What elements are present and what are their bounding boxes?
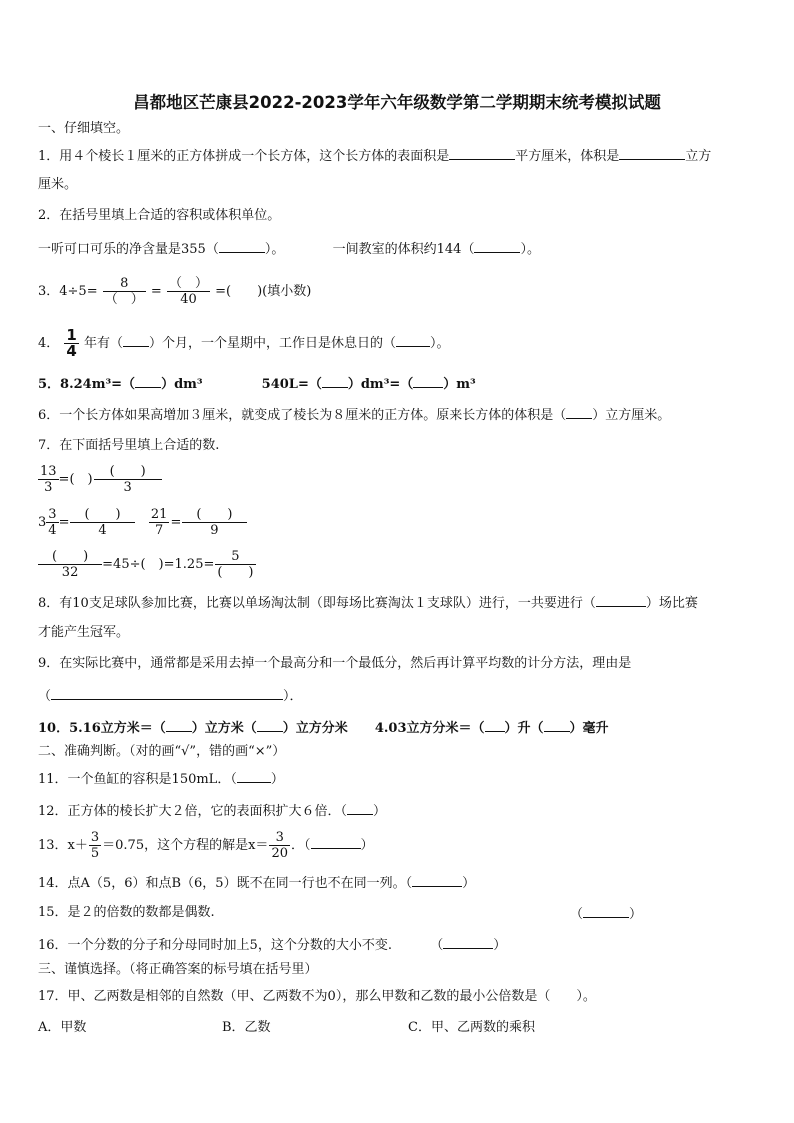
equals: =	[58, 515, 70, 530]
answer-blank[interactable]	[311, 836, 361, 849]
question-7: 7．在下面括号里填上合适的数.	[38, 438, 220, 453]
answer-blank[interactable]	[166, 719, 192, 732]
q11-close: ）	[270, 772, 284, 787]
section-1-heading: 一、仔细填空。	[38, 121, 130, 136]
q14-text: 14．点A（5，6）和点B（6，5）既不在同一行也不在同一列。（	[38, 876, 413, 891]
question-4	[38, 328, 450, 359]
question-6	[38, 406, 670, 424]
q13-close: ）	[360, 838, 374, 853]
answer-blank[interactable]	[544, 719, 570, 732]
answer-blank[interactable]	[237, 770, 271, 783]
q4-text: 年有（	[84, 336, 124, 351]
question-11	[38, 770, 284, 788]
fraction: $\frac{3}{4}$	[48, 507, 57, 538]
fraction: $\frac{3}{20}$	[271, 830, 288, 861]
q5-text-3: ）dm³=（	[347, 377, 414, 392]
q7-r3-mid: =45÷( )=1.25=	[102, 557, 215, 572]
fraction: $\frac{3}{5}$	[90, 830, 100, 861]
fraction: $\frac{1}{4}$	[66, 326, 77, 360]
q10-text-2: ）立方米（	[191, 721, 257, 736]
q8-text-2: ）场比赛	[645, 596, 698, 611]
q9-open: （	[38, 689, 52, 704]
q9-close: ）．	[283, 689, 303, 704]
fraction: $\frac{( )}{32}$	[38, 549, 102, 580]
answer-blank[interactable]	[257, 719, 283, 732]
q3-text: 3．4÷5=	[38, 284, 98, 299]
question-17: 17．甲、乙两数是相邻的自然数（甲、乙两数不为0），那么甲数和乙数的最小公倍数是（ ）。	[38, 989, 596, 1004]
question-8	[38, 594, 698, 612]
question-1	[38, 147, 711, 165]
q7-row-2	[38, 507, 248, 538]
question-3	[38, 276, 311, 307]
answer-blank[interactable]	[596, 594, 646, 607]
question-14	[38, 874, 475, 892]
answer-blank[interactable]	[413, 375, 443, 388]
q3-tail: =( )(填小数)	[215, 284, 312, 299]
option-b[interactable]: B．乙数	[222, 1020, 271, 1035]
fraction: $\frac{13}{3}$	[40, 464, 57, 495]
answer-blank[interactable]	[449, 147, 515, 160]
question-9: 9．在实际比赛中，通常都是采用去掉一个最高分和一个最低分，然后再计算平均数的计分方法，理由是	[38, 656, 632, 671]
q6-text-2: ）立方厘米。	[592, 408, 671, 423]
q2-item-1: 一听可口可乐的净含量是355（	[38, 242, 219, 257]
q13-text-3: ．（	[290, 838, 311, 853]
q8-text: 8．有10支足球队参加比赛，比赛以单场淘汰制（即每场比赛淘汰１支球队）进行，一共要进行（	[38, 596, 596, 611]
whole-number: 3	[38, 515, 47, 530]
q5-text: 5．8.24m³=（	[38, 377, 136, 392]
q2-close: ）。	[264, 242, 285, 257]
q16-text: 16．一个分数的分子和分母同时加上5，这个分数的大小不变.	[38, 938, 392, 953]
question-2-items	[38, 240, 540, 258]
section-2-heading: 二、准确判断。（对的画“√”，错的画“×”）	[38, 744, 286, 759]
page-title: 昌都地区芒康县2022-2023学年六年级数学第二学期期末统考模拟试题	[133, 93, 661, 112]
q10-text-5: ）升（	[504, 721, 544, 736]
question-15: 15．是２的倍数的数都是偶数.	[38, 905, 215, 920]
q13-text-2: ＝0.75，这个方程的解是x＝	[102, 838, 269, 853]
fraction: $\frac{( )}{9}$	[182, 507, 246, 538]
q13-text: 13．x＋	[38, 838, 88, 853]
answer-blank[interactable]	[443, 936, 493, 949]
q7-row-3	[38, 549, 257, 580]
answer-blank[interactable]	[135, 375, 161, 388]
answer-blank[interactable]	[396, 334, 430, 347]
q12-close: ）	[373, 804, 387, 819]
section-3-heading: 三、谨慎选择。（将正确答案的标号填在括号里）	[38, 962, 318, 977]
answer-blank[interactable]	[51, 687, 283, 700]
option-a[interactable]: A．甲数	[38, 1020, 87, 1035]
q15-close: ）	[629, 907, 643, 922]
option-c[interactable]: C．甲、乙两数的乘积	[408, 1020, 535, 1035]
q5-text-2: 540L=（	[261, 377, 322, 392]
q14-close: ）	[462, 876, 476, 891]
q7-r1-mid: =( )	[58, 472, 93, 487]
fraction: $\frac{( )}{3}$	[94, 464, 162, 495]
question-2: 2．在括号里填上合适的容积或体积单位。	[38, 208, 281, 223]
q1-text-2: 平方厘米，体积是	[515, 149, 620, 164]
answer-blank[interactable]	[412, 874, 462, 887]
q5-unit: ）dm³	[161, 377, 203, 392]
answer-blank[interactable]	[347, 802, 373, 815]
q4-number: 4．	[38, 336, 60, 351]
q4-text-3: ）。	[430, 336, 450, 351]
q15-answer	[570, 905, 642, 923]
q2-item-2: 一间教室的体积约144（	[332, 242, 475, 257]
equals: =	[170, 515, 182, 530]
q1-continuation: 厘米。	[38, 177, 78, 192]
question-10	[38, 719, 609, 737]
question-12	[38, 802, 386, 820]
answer-blank[interactable]	[322, 375, 348, 388]
q10-text: 10．5.16立方米＝（	[38, 721, 166, 736]
q16-open: （	[430, 938, 444, 953]
q5-unit-2: ）m³	[443, 377, 476, 392]
fraction-blank[interactable]: （ ）	[168, 276, 208, 291]
q1-text: 1．用４个棱长１厘米的正方体拼成一个长方体，这个长方体的表面积是	[38, 149, 450, 164]
q2-close-2: ）。	[520, 242, 540, 257]
q10-text-6: ）毫升	[569, 721, 609, 736]
q11-text: 11．一个鱼缸的容积是150mL．（	[38, 772, 237, 787]
fraction: $\frac{( )}{40}$	[168, 276, 208, 307]
fraction: $\frac{( )}{4}$	[70, 507, 134, 538]
q12-text: 12．正方体的棱长扩大２倍，它的表面积扩大６倍．（	[38, 804, 348, 819]
fraction: $\frac{21}{7}$	[150, 507, 168, 538]
q6-text: 6．一个长方体如果高增加３厘米，就变成了棱长为８厘米的正方体。原来长方体的体积是（	[38, 408, 567, 423]
q10-text-3: ）立方分米	[282, 721, 348, 736]
question-16	[38, 936, 506, 954]
fraction: $\frac{8}{( )}$	[104, 276, 144, 307]
q1-text-3: 立方	[685, 149, 712, 164]
answer-blank[interactable]	[485, 719, 505, 732]
question-13	[38, 830, 374, 861]
answer-blank[interactable]	[219, 240, 265, 253]
q9-answer	[38, 687, 303, 705]
fraction-blank[interactable]: （ ）	[104, 292, 144, 307]
fraction: $\frac{5}{( )}$	[217, 549, 254, 580]
q15-open: （	[570, 907, 584, 922]
q4-text-2: ）个月，一个星期中，工作日是休息日的（	[149, 336, 397, 351]
answer-blank[interactable]	[566, 406, 592, 419]
q7-row-1	[38, 464, 163, 495]
equals: =	[150, 284, 162, 299]
answer-blank[interactable]	[619, 147, 685, 160]
question-5	[38, 375, 476, 393]
answer-blank[interactable]	[583, 905, 629, 918]
q8-continuation: 才能产生冠军。	[38, 625, 130, 640]
q16-close: ）	[493, 938, 507, 953]
q10-text-4: 4.03立方分米＝（	[374, 721, 485, 736]
answer-blank[interactable]	[474, 240, 520, 253]
answer-blank[interactable]	[123, 334, 149, 347]
